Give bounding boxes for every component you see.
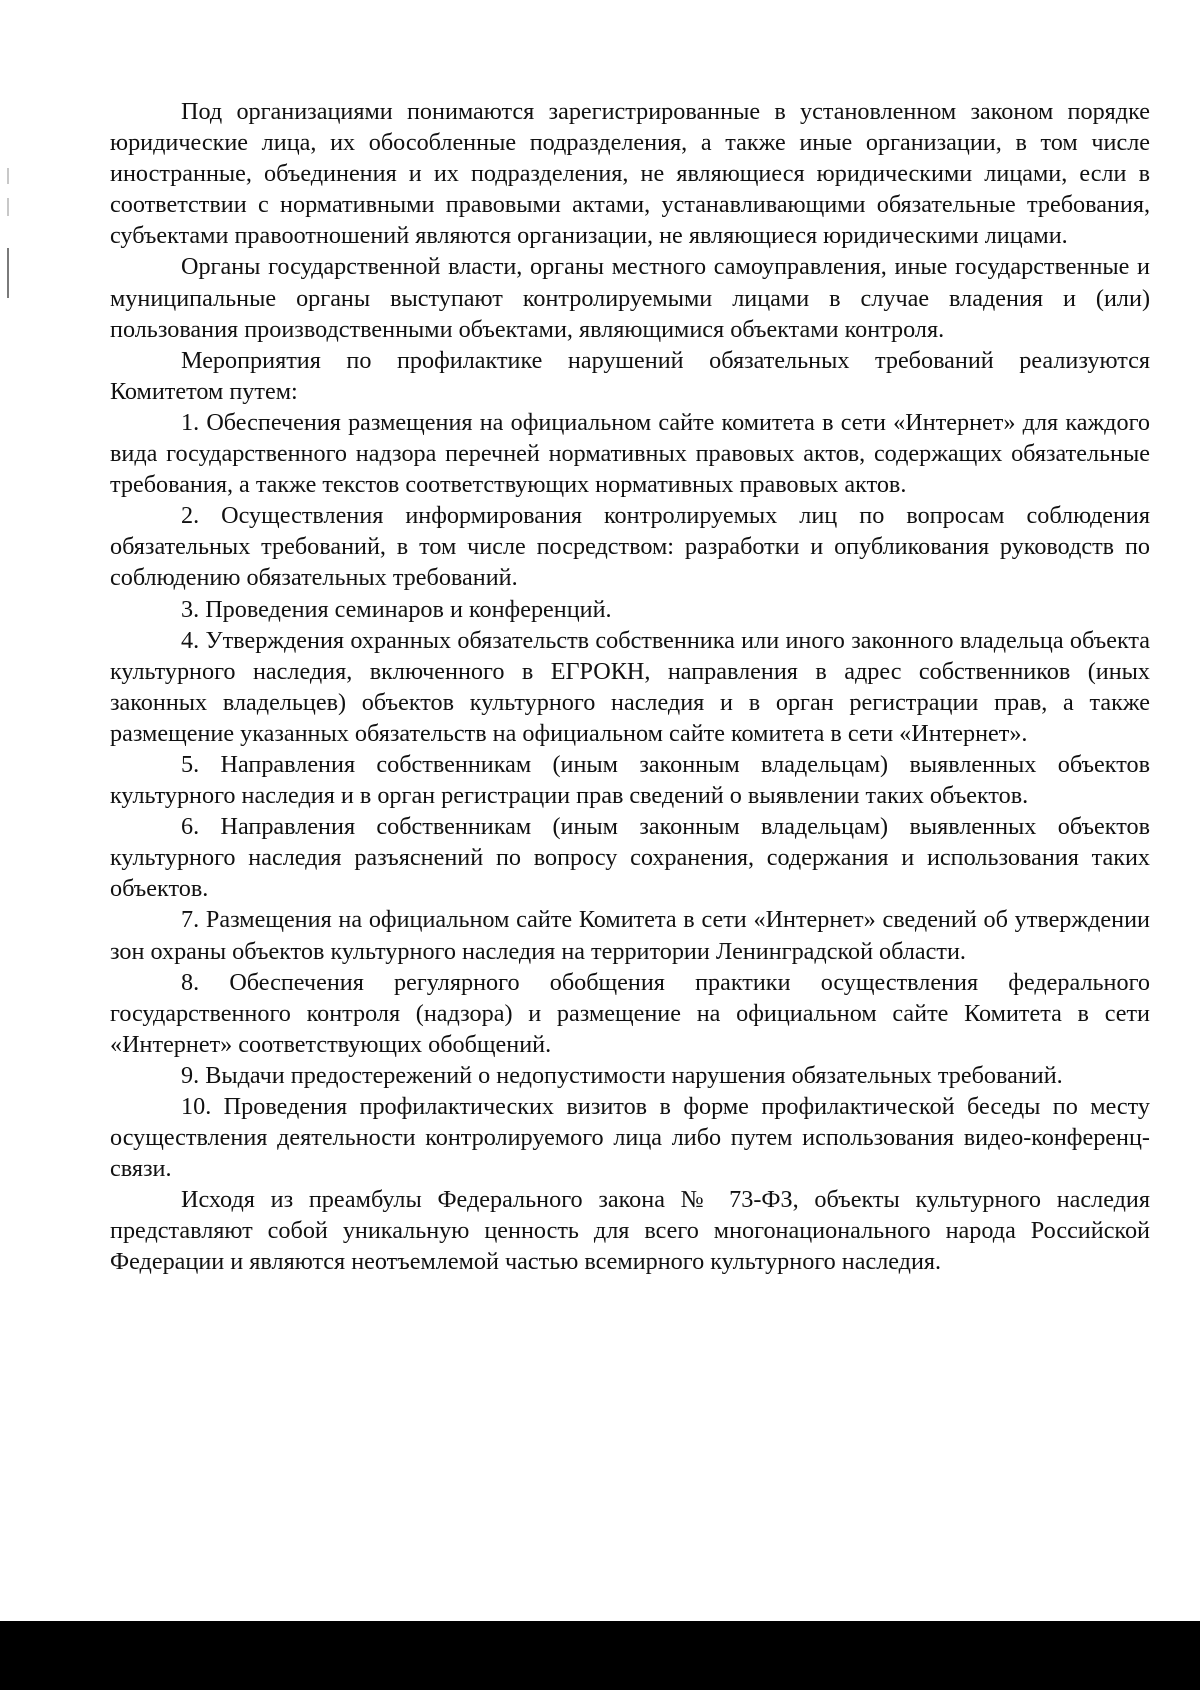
document-body [110, 96, 1150, 1278]
list-item-6: 6. Направления собственникам (иным законным владельцам) выявленных объектов культурного наследия разъяснений по вопросу сохранения, содержания и использования таких объектов. [110, 813, 1150, 903]
list-item-7: 7. Размещения на официальном сайте Комитета в сети «Интернет» сведений об утверждении зон охраны объектов культурного наследия на территории Ленинградской области. [110, 906, 1150, 965]
scan-artifact-mark [7, 198, 9, 216]
list-item-8: 8. Обеспечения регулярного обобщения практики осуществления федерального государственного контроля (надзора) и размещение на официальном сайте Комитета в сети «Интернет» соответствующих обобщений. [110, 968, 1150, 1058]
list-item-1: 1. Обеспечения размещения на официальном сайте комитета в сети «Интернет» для каждого вида государственного надзора перечней нормативных правовых актов, содержащих обязательные требования, а также текстов соответствующих нормативных правовых актов. [110, 408, 1150, 499]
list-item-9: 9. Выдачи предостережений о недопустимости нарушения обязательных требований. [181, 1061, 1063, 1089]
list-item-3: 3. Проведения семинаров и конференций. [181, 595, 612, 623]
scan-artifact-mark [7, 168, 9, 184]
list-item-2: 2. Осуществления информирования контролируемых лиц по вопросам соблюдения обязательных требований, в том числе посредством: разработки и опубликования руководств по соблюдению обязательных требований. [110, 502, 1150, 592]
paragraph-federal-law-preamble: Исходя из преамбулы Федерального закона № 73-ФЗ, объекты культурного наследия представляют собой уникальную ценность для всего многонационального народа Российской Федерации и являются неотъемлемой частью всемирного культурного наследия. [110, 1186, 1150, 1276]
list-item-4: 4. Утверждения охранных обязательств собственника или иного законного владельца объекта культурного наследия, включенного в ЕГРОКН, направления в адрес собственников (иных законных владельцев) объектов культурного наследия и в орган регистрации прав, а также размещение указанных обязательств на официальном сайте комитета в сети «Интернет». [110, 626, 1150, 747]
paragraph-state-bodies: Органы государственной власти, органы местного самоуправления, иные государственные и муниципальные органы выступают контролируемыми лицами в случае владения и (или) пользования производственными объектами, являющимися объектами контроля. [110, 253, 1150, 343]
paragraph-organizations-definition: Под организациями понимаются зарегистрированные в установленном законом порядке юридические лица, их обособленные подразделения, а также иные организации, в том числе иностранные, объединения и их подразделения, не являющиеся юридическими лицами, если в соответствии с нормативными правовыми актами, устанавливающими обязательные требования, субъектами правоотношений являются организации, не являющиеся юридическими лицами. [110, 98, 1150, 250]
list-item-5: 5. Направления собственникам (иным законным владельцам) выявленных объектов культурного наследия и в орган регистрации прав сведений о выявлении таких объектов. [110, 750, 1150, 810]
list-item-10: 10. Проведения профилактических визитов в форме профилактической беседы по месту осуществления деятельности контролируемого лица либо путем использования видео-конференц-связи. [110, 1093, 1150, 1183]
scan-bottom-band [0, 1621, 1200, 1690]
scan-artifact-mark [7, 248, 9, 298]
paragraph-prevention-measures-intro: Мероприятия по профилактике нарушений обязательных требований реализуются Комитетом путем: [110, 346, 1150, 405]
